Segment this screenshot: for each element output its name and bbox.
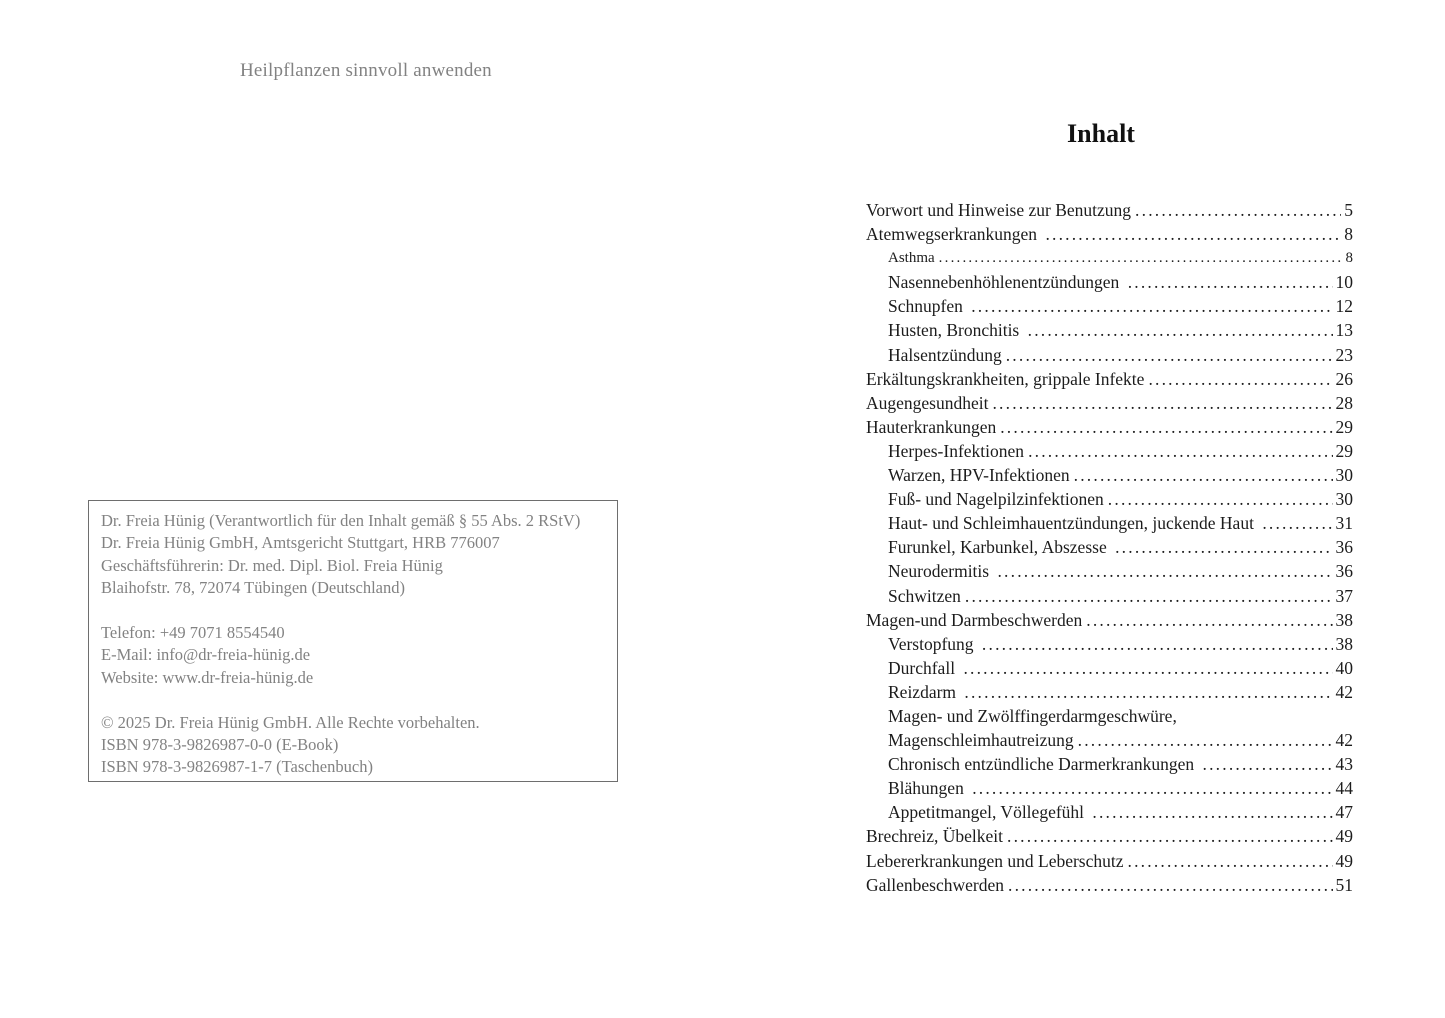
toc-entry — [866, 222, 1353, 246]
toc-page-number: 36 — [1335, 561, 1353, 582]
toc-dot-leader — [1092, 800, 1332, 824]
toc-dot-leader — [1148, 367, 1332, 391]
toc-entry — [866, 463, 1353, 487]
toc-dot-leader — [1086, 608, 1332, 632]
toc-entry — [866, 294, 1353, 318]
toc-page-number: 31 — [1335, 513, 1353, 534]
toc-entry-label: Magen-und Darmbeschwerden — [866, 609, 1083, 630]
toc-entry-label: Magen- und Zwölffingerdarmgeschwüre, — [888, 705, 1177, 726]
toc-page-number: 43 — [1335, 754, 1353, 775]
toc-entry-label: Reizdarm — [888, 681, 961, 702]
toc-entry — [866, 752, 1353, 776]
toc-entry-label: Fuß- und Nagelpilzinfektionen — [888, 489, 1104, 510]
impressum-line: Dr. Freia Hünig (Verantwortlich für den Inhalt gemäß § 55 Abs. 2 RStV) — [101, 511, 581, 530]
toc-dot-leader — [1128, 849, 1333, 873]
toc-entry — [866, 367, 1353, 391]
toc-entry-label: Warzen, HPV-Infektionen — [888, 465, 1070, 486]
toc-entry-label: Haut- und Schleimhauentzündungen, juckende Haut — [888, 513, 1259, 534]
toc-page-number: 37 — [1335, 585, 1353, 606]
toc-entry — [866, 487, 1353, 511]
toc-page-number: 44 — [1335, 778, 1353, 799]
toc-page-number: 40 — [1335, 657, 1353, 678]
toc-entry — [866, 704, 1353, 728]
toc-entry — [866, 584, 1353, 608]
toc-entry-label: Augengesundheit — [866, 392, 989, 413]
toc-entry-label: Neurodermitis — [888, 561, 994, 582]
toc-dot-leader — [1006, 343, 1333, 367]
toc-entry — [866, 439, 1353, 463]
toc-entry-label: Appetitmangel, Völlegefühl — [888, 802, 1089, 823]
toc-entry — [866, 270, 1353, 294]
toc-entry-label: Halsentzündung — [888, 344, 1002, 365]
toc-dot-leader — [1008, 873, 1333, 897]
toc-dot-leader — [1074, 463, 1333, 487]
toc-dot-leader — [1007, 824, 1332, 848]
impressum-line: Geschäftsführerin: Dr. med. Dipl. Biol. Freia Hünig — [101, 555, 443, 575]
toc-dot-leader — [964, 680, 1332, 704]
toc-page-number: 51 — [1335, 874, 1353, 895]
toc-page-number: 42 — [1335, 730, 1353, 751]
toc-page-number: 42 — [1335, 681, 1353, 702]
toc-dot-leader — [1203, 752, 1333, 776]
toc-page-number: 29 — [1335, 440, 1353, 461]
toc-page-number: 30 — [1335, 465, 1353, 486]
toc-entry-label: Nasennebenhöhlenentzündungen — [888, 272, 1124, 293]
toc-page-number: 12 — [1335, 296, 1353, 317]
toc-page-number: 36 — [1335, 537, 1353, 558]
toc-entry-label: Herpes-Infektionen — [888, 440, 1025, 461]
toc-entry-label: Magenschleimhautreizung — [888, 730, 1074, 751]
toc-entry — [866, 535, 1353, 559]
toc-entry-label: Gallenbeschwerden — [866, 874, 1004, 895]
toc-dot-leader — [992, 391, 1332, 415]
toc-dot-leader — [1262, 511, 1332, 535]
toc-entry — [866, 415, 1353, 439]
toc-page-number: 28 — [1335, 392, 1353, 413]
toc-entry-label: Asthma — [888, 250, 935, 267]
toc-page-number: 8 — [1345, 250, 1353, 267]
toc-page-number: 47 — [1335, 802, 1353, 823]
toc-entry — [866, 824, 1353, 848]
toc-page-number: 5 — [1344, 200, 1353, 220]
toc-page-number: 38 — [1335, 633, 1353, 654]
toc-dot-leader — [1135, 198, 1341, 222]
toc-dot-leader — [982, 632, 1333, 656]
impressum-line: © 2025 Dr. Freia Hünig GmbH. Alle Rechte vorbehalten. — [101, 712, 480, 732]
toc-page-number: 26 — [1335, 368, 1353, 389]
toc-page-number: 23 — [1335, 344, 1353, 365]
toc-page-number: 8 — [1344, 224, 1353, 245]
toc-page-number: 38 — [1335, 609, 1353, 630]
toc-entry-label: Schwitzen — [888, 585, 961, 606]
toc-entry — [866, 246, 1353, 270]
toc-entry — [866, 391, 1353, 415]
impressum-line: Website: www.dr-freia-hünig.de — [101, 667, 314, 687]
impressum-box — [88, 500, 618, 782]
toc-title: Inhalt — [1067, 119, 1135, 148]
toc-entry — [866, 873, 1353, 897]
toc-dot-leader — [1115, 535, 1332, 559]
toc-page-number: 10 — [1335, 272, 1353, 293]
toc-entry — [866, 343, 1353, 367]
impressum-line — [101, 600, 605, 622]
toc-entry — [866, 608, 1353, 632]
impressum-line: ISBN 978-3-9826987-1-7 (Taschenbuch) — [101, 757, 373, 777]
toc-entry-label: Vorwort und Hinweise zur Benutzung — [866, 200, 1132, 220]
toc-entry — [866, 800, 1353, 824]
impressum-line: Blaihofstr. 78, 72074 Tübingen (Deutschland) — [101, 578, 405, 598]
impressum-line: Telefon: +49 7071 8554540 — [101, 623, 285, 643]
toc-entry-label: Chronisch entzündliche Darmerkrankungen — [888, 754, 1199, 775]
toc-entry — [866, 656, 1353, 680]
toc-entry — [866, 680, 1353, 704]
toc-entry-label: Atemwegserkrankungen — [866, 224, 1042, 245]
toc-entry-label: Erkältungskrankheiten, grippale Infekte — [866, 368, 1145, 389]
toc-dot-leader — [972, 776, 1332, 800]
impressum-line: ISBN 978-3-9826987-0-0 (E-Book) — [101, 735, 339, 755]
toc-entry — [866, 198, 1353, 222]
toc-entry-label: Durchfall — [888, 657, 960, 678]
toc-page-number: 13 — [1335, 320, 1353, 341]
toc-dot-leader — [971, 294, 1332, 318]
toc-dot-leader — [939, 246, 1343, 270]
toc-dot-leader — [1108, 487, 1333, 511]
toc-list — [866, 198, 1353, 897]
toc-page-number: 29 — [1335, 416, 1353, 437]
toc-entry-label: Blähungen — [888, 778, 969, 799]
toc-entry-label: Husten, Bronchitis — [888, 320, 1024, 341]
toc-entry-label: Verstopfung — [888, 633, 978, 654]
toc-entry-label: Lebererkrankungen und Leberschutz — [866, 850, 1124, 871]
toc-entry — [866, 849, 1353, 873]
toc-entry — [866, 511, 1353, 535]
toc-dot-leader — [1128, 270, 1333, 294]
toc-entry-label: Brechreiz, Übelkeit — [866, 826, 1004, 847]
running-header: Heilpflanzen sinnvoll anwenden — [240, 60, 492, 81]
toc-page-number: 49 — [1335, 850, 1353, 871]
toc-dot-leader — [963, 656, 1332, 680]
toc-entry — [866, 318, 1353, 342]
toc-dot-leader — [1000, 415, 1332, 439]
toc-page-number: 49 — [1335, 826, 1353, 847]
impressum-line: E-Mail: info@dr-freia-hünig.de — [101, 645, 311, 665]
toc-entry-label: Furunkel, Karbunkel, Abszesse — [888, 537, 1112, 558]
toc-dot-leader — [1028, 439, 1332, 463]
toc-entry — [866, 776, 1353, 800]
toc-entry-label: Hauterkrankungen — [866, 416, 997, 437]
toc-entry-label: Schnupfen — [888, 296, 968, 317]
toc-dot-leader — [1028, 318, 1333, 342]
toc-entry — [866, 728, 1353, 752]
toc-entry — [866, 559, 1353, 583]
toc-dot-leader — [1045, 222, 1341, 246]
toc-dot-leader — [965, 584, 1333, 608]
toc-dot-leader — [997, 559, 1332, 583]
toc-entry — [866, 632, 1353, 656]
toc-dot-leader — [1078, 728, 1333, 752]
impressum-line: Dr. Freia Hünig GmbH, Amtsgericht Stuttgart, HRB 776007 — [101, 533, 500, 553]
toc-page-number: 30 — [1335, 489, 1353, 510]
impressum-line — [101, 689, 605, 711]
